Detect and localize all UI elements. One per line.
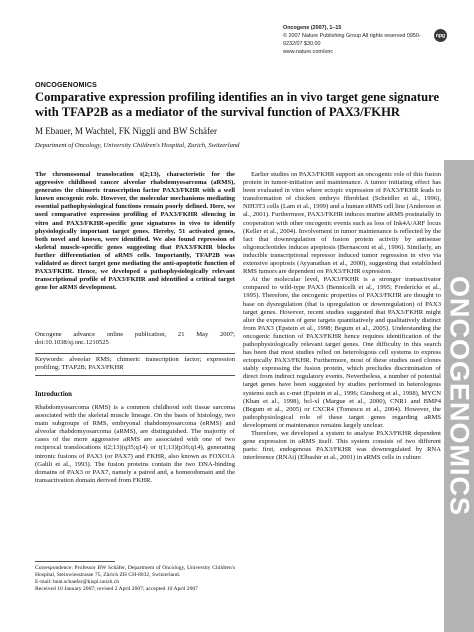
divider	[35, 353, 235, 354]
received-dates: Received 10 January 2007; revised 2 April 2007; accepted 10 April 2007	[35, 586, 198, 592]
online-citation: Oncogene advance online publication, 21 May 2007; doi:10.1038/sj.onc.1210525	[35, 331, 235, 347]
correspondence-note	[35, 565, 235, 593]
copyright-line: © 2007 Nature Publishing Group All rights reserved 0950-9232/07 $30.00	[283, 33, 421, 47]
abstract-text: The chromosomal translocation t(2;13), characteristic for the aggressive childhood cancer alveolar rhabdomyosarcoma (aRMS), generates the chimeric transcription factor PAX3/FKHR with a well known oncogenic role. However, the molecular mechanisms mediating essential pathophysiological functions remain poorly defined. Here, we used comparative expression profiling of PAX3/FKHR silencing in vitro and PAX3/FKHR-specific gene signatures in vivo to identify physiologically important target genes. Hereby, 51 activated genes, both novel and known, were identified. We also found repression of skeletal muscle-specific genes suggesting that PAX3/FKHR blocks further differentiation of aRMS cells. Importantly, TFAP2B was validated as direct target gene mediating the anti-apoptotic function of PAX3/FKHR. Hence, we developed a pathophysiologically relevant transcriptional profile of PAX3/FKHR and identified a critical target gene for aRMS development.	[35, 171, 235, 292]
publisher-logo: npg	[434, 29, 447, 42]
intro-paragraph: Rhabdomyosarcoma (RMS) is a common childhood soft tissue sarcoma associated with the skeletal muscle lineage. On the basis of histology, two main subgroups of RMS, embryonal rhabdomyosarcoma (eRMS) and alveolar rhabdomyosarcoma (aRMS), are distinguished. The majority of cases of the more aggressive aRMS are associated with one of two reciprocal translocations t(2;13)(q35;q14) or t(1;13)(p36;q14), generating intronic fusions of PAX3 (or PAX7) and FKHR, also known as FOXO1A (Galili et al., 1993). The fusion proteins contain the two DNA-binding domains of PAX3 or PAX7, namely a paired and, a homeodomain and the transactivation domain derived from FKHR.	[35, 404, 235, 484]
divider	[35, 375, 235, 376]
intro-heading: Introduction	[35, 391, 72, 398]
paper-title: Comparative expression profiling identifies an in vivo target gene signature with TFAP2B as a mediator of the survival function of PAX3/FKHR	[35, 90, 440, 119]
section-label: ONCOGENOMICS	[35, 80, 97, 89]
body-paragraph: Therefore, we developed a system to analyse PAX3/FKHR dependent gene expression in aRMS itself. This system consists of two different parts: first, endogenous PAX3/FKHR was downregulated by RNA interference (RNAi) (Elbashir et al., 2001) in aRMS cells in culture	[243, 430, 441, 462]
keywords: Keywords: alveolar RMS; chimeric transcription factor; expression profiling; TFAP2B; PAX3/FKHR	[35, 356, 235, 372]
right-column	[243, 171, 441, 462]
journal-citation: Oncogene (2007), 1–15	[283, 25, 342, 31]
sidebar-label: ONCOGENOMICS	[444, 275, 474, 517]
intro-body	[35, 404, 235, 485]
journal-url: www.nature.com/onc	[283, 49, 334, 55]
journal-header	[283, 24, 433, 56]
body-paragraph: At the molecular level, PAX3/FKHR is a stronger transactivator compared to wild-type PAX3 (Bennicelli et al., 1995; Fredericks et al., 1995). Therefore, the oncogenic properties of PAX3/FKHR are thought to base on dysregulation (that is upregulation or downregulation) of PAX3 target genes. However, recent studies suggested that PAX3/FKHR might alter the expression of gene targets quantitatively and qualitatively distinct from PAX3 (Epstein et al., 1998; Begum et al., 2005). Understanding the oncogenic function of PAX3/FKHR hence requires identification of the pathophysiologically relevant target genes. One difficulty in this search has been that most studies relied on heterologous cell systems to express ectopically PAX3/FKHR. Furthermore, most of these studies used clones stably expressing the fusion protein, which precludes discrimination of direct from indirect regulatory events. Nevertheless, a number of potential target genes have been suggested by studies performed in heterologous systems such as c-met (Epstein et al., 1996; Ginsberg et al., 1998), MYCN (Khan et al., 1998), bcl-xl (Margue et al., 2000), CNR1 and BMP4 (Begum et al., 2005) or CXCR4 (Tomescu et al., 2004). However, the pathophysiological role of these target genes regarding aRMS development or maintenance remains largely unclear.	[243, 276, 441, 429]
abstract	[35, 171, 235, 292]
author-list: M Ebauer, M Wachtel, FK Niggli and BW Schäfer	[35, 126, 218, 136]
body-paragraph: Earlier studies on PAX3/FKHR support an oncogenic role of this fusion protein in tumor-initiation and maintenance. A tumor initiating effect has been evaluated in vitro where ectopic expression of PAX3/FKHR leads to transformation of chicken embryo fibroblast (Scheidler et al., 1996), NIH3T3 cells (Lam et al., 1999) and a human eRMS cell line (Anderson et al., 2001). Furthermore, PAX3/FKHR induces murine aRMS postnatally in cooperation with other oncogenic events such as loss of Ink4A/ARF locus (Keller et al., 2004). Involvement in tumor maintenance is reflected by the fact that downregulation of fusion protein activity by antisense oligonucleotides induces apoptosis (Bernasconi et al., 1996). Similarly, an inducible transcriptional repressor induced tumor regression in vivo via extensive apoptosis (Ayyanathan et al., 2000), suggesting that established RMS tumors are dependent on PAX3/FKHR expression.	[243, 171, 441, 276]
correspondence-text: Correspondence: Professor BW Schäfer, Department of Oncology, University Children's Hospital, Steinwiesstrasse 75, Zürich ZH CH-8032, Switzerland.	[35, 565, 235, 578]
section-sidebar	[444, 160, 474, 632]
correspondence-email: E-mail: beat.schaefer@kispi.unizh.ch	[35, 579, 120, 585]
footnote-divider	[35, 561, 115, 562]
affiliation: Department of Oncology, University Children's Hospital, Zurich, Switzerland	[35, 142, 240, 149]
